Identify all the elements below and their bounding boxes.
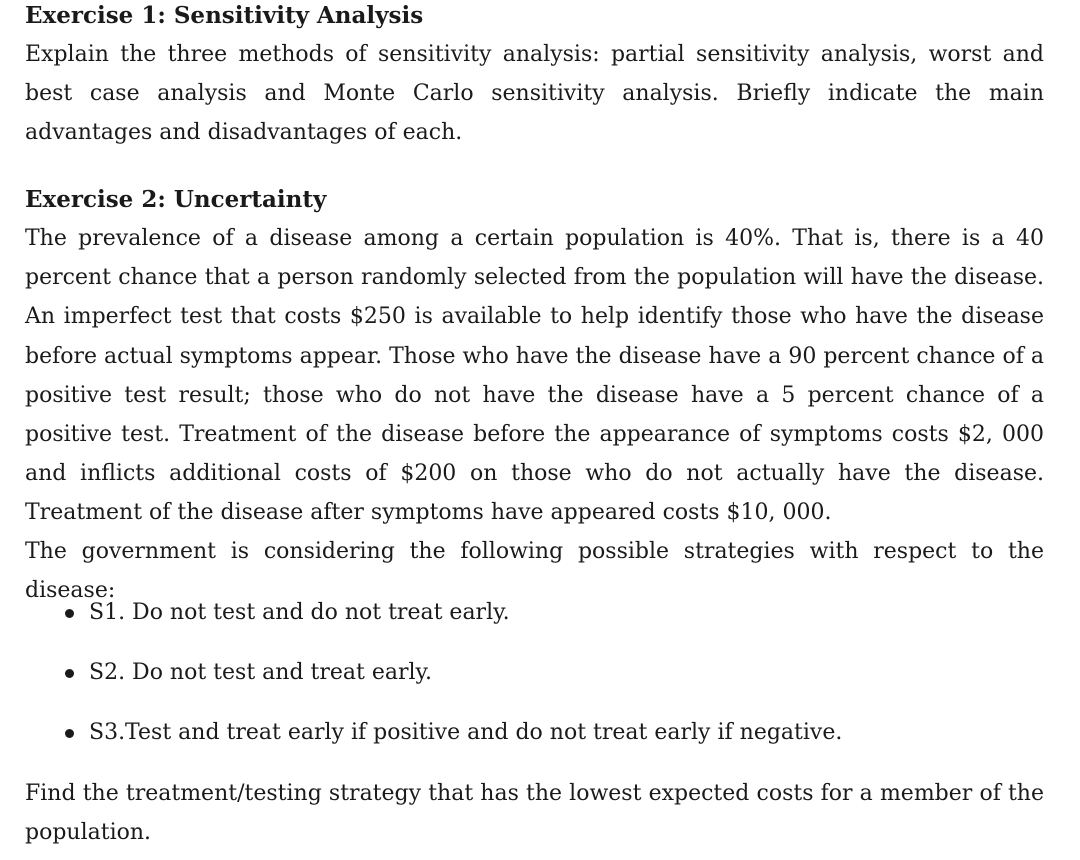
exercise-1-heading: Exercise 1: Sensitivity Analysis xyxy=(25,2,424,29)
exercise-1-body: Explain the three methods of sensitivity analysis: partial sensitivity analysis, worst and best case analysis and Monte Carlo sensitivity analysis. Briefly indicate the main advantages and disadvantages of each. xyxy=(25,42,1044,146)
strategies-intro: The government is considering the following possible strategies with respect to the disease: xyxy=(25,539,1044,604)
bullet-icon xyxy=(65,609,74,618)
bullet-icon xyxy=(65,669,74,678)
strategy-text: S2. Do not test and treat early. xyxy=(89,660,433,685)
strategy-text: S1. Do not test and do not treat early. xyxy=(89,600,510,625)
exercise-2-question: Find the treatment/testing strategy that has the lowest expected costs for a member of the population. xyxy=(25,781,1044,846)
bullet-icon xyxy=(65,729,74,738)
exercise-2-body: The prevalence of a disease among a certain population is 40%. That is, there is a 40 percent chance that a person randomly selected from the population will have the disease. An imperfect test that costs $250 is available to help identify those who have the disease before actual symptoms appear. Those who have the disease have a 90 percent chance of a positive test result; those who do not have the disease have a 5 percent chance of a positive test. Treatment of the disease before the appearance of symptoms costs $2, 000 and inflicts additional costs of $200 on those who do not actually have the disease. Treatment of the disease after symptoms have appeared costs $10, 000. xyxy=(25,226,1044,526)
strategy-list xyxy=(25,591,1044,771)
strategy-text: S3.Test and treat early if positive and do not treat early if negative. xyxy=(89,720,843,745)
exercise-2-heading: Exercise 2: Uncertainty xyxy=(25,186,327,213)
strategy-item-s2 xyxy=(25,651,1044,711)
strategy-item-s3 xyxy=(25,711,1044,771)
strategy-item-s1 xyxy=(25,591,1044,651)
